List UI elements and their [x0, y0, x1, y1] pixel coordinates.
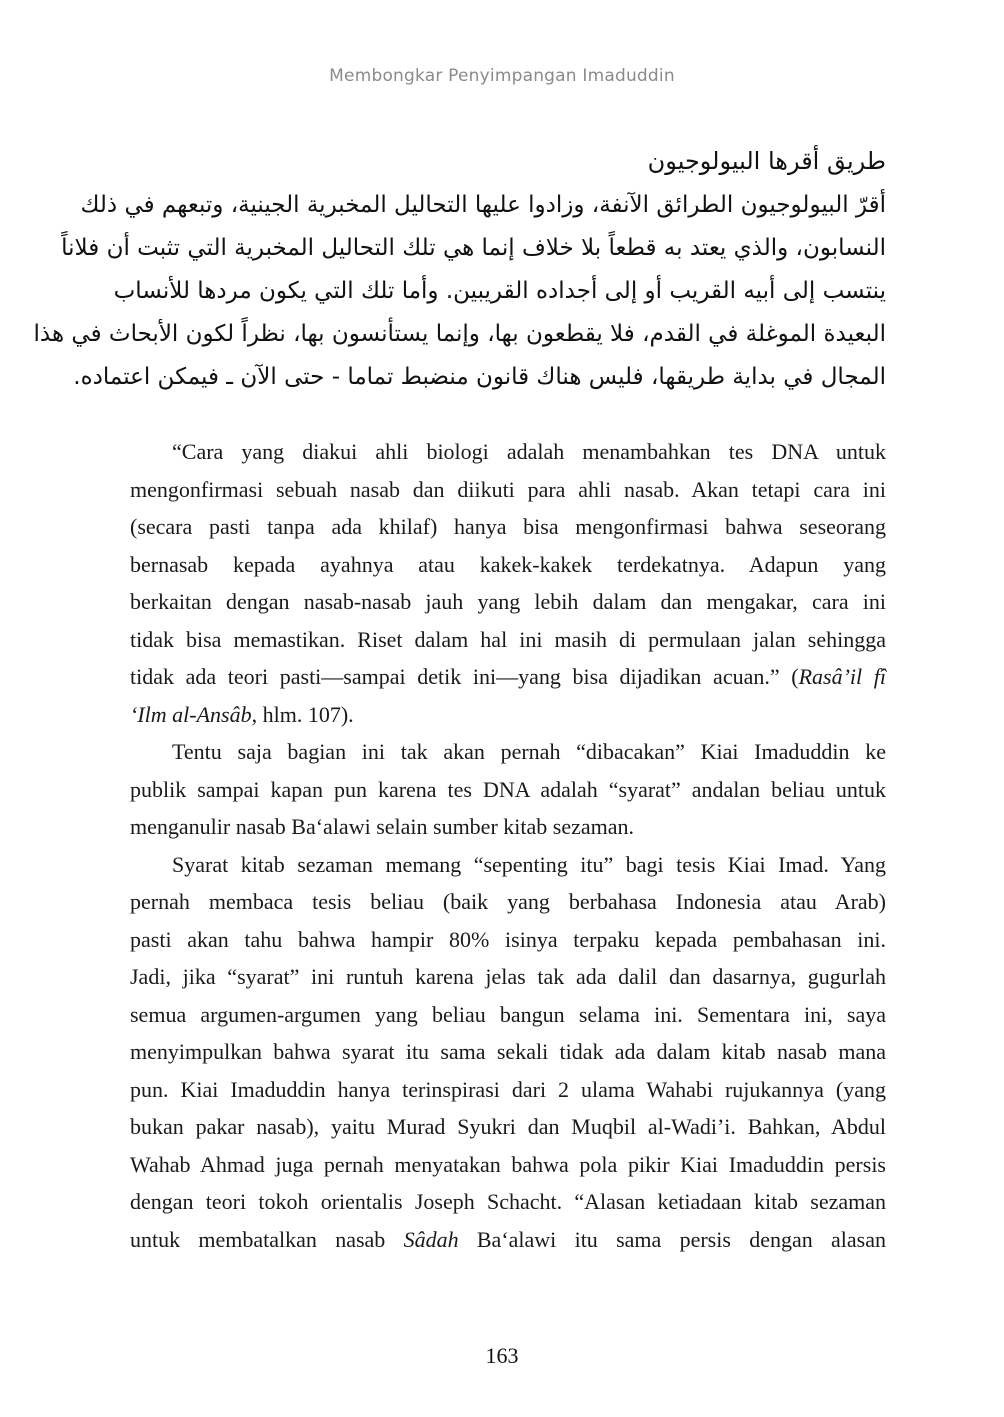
arabic-quote-block	[33, 138, 886, 399]
text-line: bernasab kepada ayahnya atau kakek-kakek terdekatnya. Adapun yang	[130, 551, 886, 577]
arabic-line: البعيدة الموغلة في القدم، فلا يقطعون بها، وإنما يستأنسون بها، نظراً لكون الأبحاث في هذا	[33, 321, 886, 347]
paragraph-translation	[130, 433, 886, 733]
arabic-line: النسابون، والذي يعتد به قطعاً بلا خلاف إنما هي تلك التحاليل المخبرية التي تثبت أن فلاناً	[61, 235, 886, 261]
text-line: Wahab Ahmad juga pernah menyatakan bahwa pola pikir Kiai Imaduddin persis	[130, 1151, 886, 1177]
arabic-line: ينتسب إلى أبيه القريب أو إلى أجداده القريبين. وأما تلك التي يكون مردها للأنساب	[113, 278, 886, 304]
page-number: 163	[485, 1343, 519, 1368]
text-line: dengan teori tokoh orientalis Joseph Schacht. “Alasan ketiadaan kitab sezaman	[130, 1189, 886, 1214]
text-line: “Cara yang diakui ahli biologi adalah menambahkan tes DNA untuk	[172, 439, 886, 464]
arabic-line: أقرّ البيولوجيون الطرائق الآنفة، وزادوا عليها التحاليل المخبرية الجينية، وتبعهم في ذلك	[80, 192, 886, 218]
text-line: pernah membaca tesis beliau (baik yang berbahasa Indonesia atau Arab)	[130, 889, 886, 914]
paragraph	[130, 846, 886, 1259]
text-run: tidak ada teori pasti—sampai detik ini—yang bisa dijadikan acuan.” (	[130, 664, 799, 689]
body-text	[130, 433, 886, 1258]
text-line: pasti akan tahu bahwa hampir 80% isinya terpaku kepada pembahasan ini.	[130, 926, 886, 952]
text-line	[130, 658, 886, 696]
citation-title: ‘Ilm al-Ansâb	[130, 701, 252, 727]
text-line	[130, 1221, 886, 1259]
text-line	[130, 696, 886, 734]
text-run: untuk membatalkan nasab	[130, 1226, 404, 1252]
text-line: publik sampai kapan pun karena tes DNA adalah “syarat” andalan beliau untuk	[130, 776, 886, 802]
text-line: Jadi, jika “syarat” ini runtuh karena jelas tak ada dalil dan dasarnya, gugurlah	[130, 964, 886, 989]
paragraph	[130, 733, 886, 846]
citation-title: Rasâ’il fî	[798, 664, 886, 689]
text-line: (secara pasti tanpa ada khilaf) hanya bisa mengonfirmasi bahwa seseorang	[130, 514, 886, 539]
text-run: Ba‘alawi itu sama persis dengan alasan	[458, 1226, 886, 1252]
text-line: semua argumen-argumen yang beliau bangun selama ini. Sementara ini, saya	[130, 1001, 886, 1027]
text-line: menganulir nasab Ba‘alawi selain sumber kitab sezaman.	[130, 814, 634, 839]
text-line: pun. Kiai Imaduddin hanya terinspirasi dari 2 ulama Wahabi rujukannya (yang	[130, 1076, 886, 1102]
text-run: , hlm. 107).	[251, 701, 354, 727]
arabic-line: المجال في بداية طريقها، فليس هناك قانون منضبط تماما - حتى الآن ـ فيمكن اعتماده.	[73, 364, 886, 390]
italic-term: Sâdah	[403, 1226, 459, 1252]
text-line: bukan pakar nasab), yaitu Murad Syukri dan Muqbil al-Wadi’i. Bahkan, Abdul	[130, 1114, 886, 1139]
text-line: Syarat kitab sezaman memang “sepenting itu” bagi tesis Kiai Imad. Yang	[172, 851, 886, 877]
running-header: Membongkar Penyimpangan Imaduddin	[329, 66, 675, 86]
text-line: tidak bisa memastikan. Riset dalam hal ini masih di permulaan jalan sehingga	[130, 626, 886, 652]
text-line: berkaitan dengan nasab-nasab jauh yang lebih dalam dan mengakar, cara ini	[130, 589, 886, 614]
arabic-heading: طريق أقرها البيولوجيون	[647, 147, 886, 175]
text-line: Tentu saja bagian ini tak akan pernah “dibacakan” Kiai Imaduddin ke	[172, 739, 886, 764]
text-line: menyimpulkan bahwa syarat itu sama sekali tidak ada dalam kitab nasab mana	[130, 1039, 886, 1064]
text-line: mengonfirmasi sebuah nasab dan diikuti para ahli nasab. Akan tetapi cara ini	[130, 476, 886, 502]
